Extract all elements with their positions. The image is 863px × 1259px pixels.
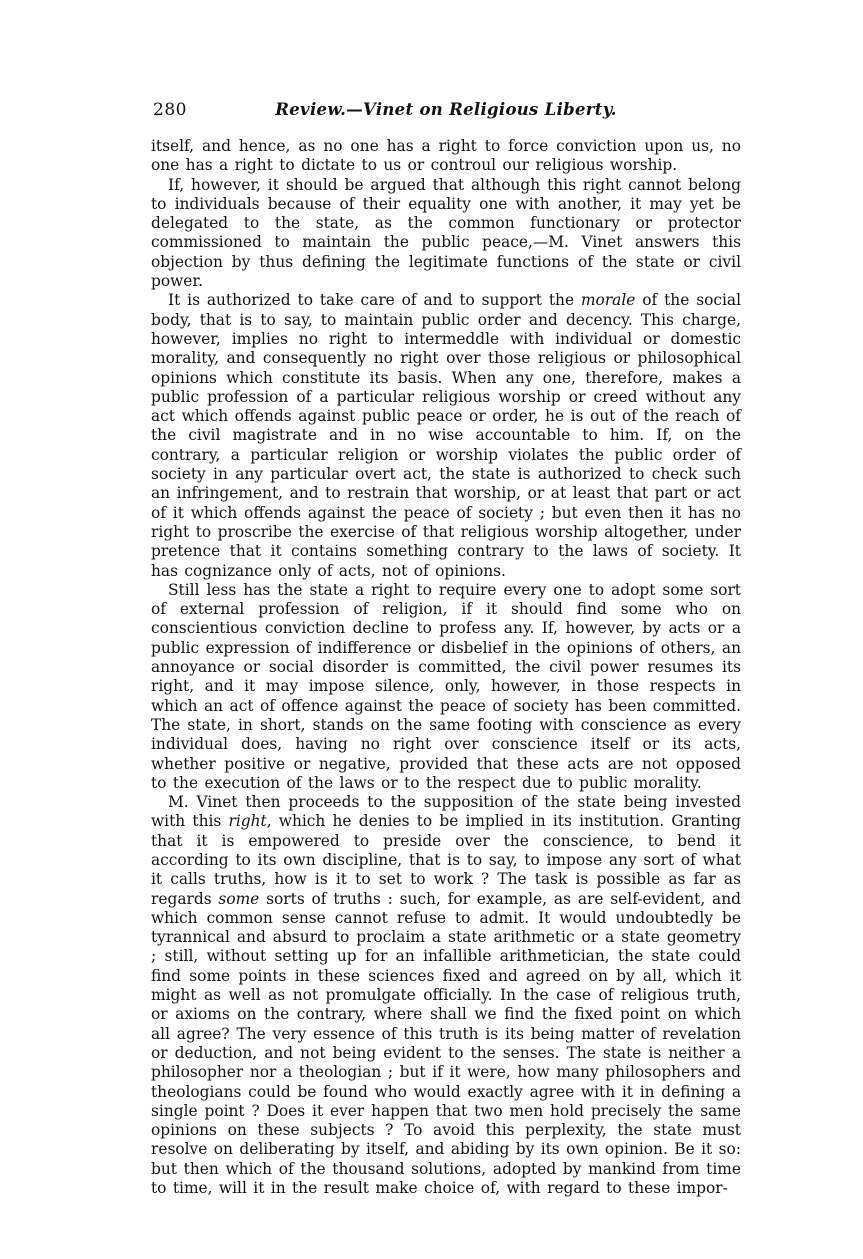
text-run: If, however, it should be argued that although this right cannot belong to individuals because of their equality one with another, it may yet be delegated to the state, as the common functionary or protector commissioned to maintain the public peace,—M. Vinet answers this objection by thus defining the legitimate functions of the state or civil power.	[151, 175, 741, 291]
paragraph	[151, 291, 741, 580]
text-run: It is authorized to take care of and to support the	[168, 291, 581, 310]
page-number: 280	[153, 100, 187, 120]
text-run: Still less has the state a right to require every one to adopt some sort of external profession of religion, if it should find some who on conscientious conviction decline to profess any. If, however, by acts or a public expression of indifference or disbelief in the opinions of others, an annoyance or social disorder is committed, the civil power resumes its right, and it may impose silence, only, however, in those respects in which an act of offence against the peace of society has been committed. The state, in short, stands on the same footing with conscience as every individual does, having no right over conscience itself or its acts, whether positive or negative, provided that these acts are not opposed to the execution of the laws or to the respect due to public morality.	[151, 580, 741, 792]
text-run: , which he denies to be implied in its institution. Granting that it is empowered to preside over the conscience, to bend it according to its own discipline, that is to say, to impose any sort of what it calls truths, how is it to set to work ? The task is possible as far as regards	[151, 812, 741, 908]
text-run: sorts of truths : such, for example, as are self-evident, and which common sense cannot refuse to admit. It would undoubtedly be tyrannical and absurd to proclaim a state arithmetic or a state geometry ; still, without setting up for an infallible arithmetician, the state could find some points in these sciences fixed and agreed on by all, which it might as well as not promulgate officially. In the case of religious truth, or axioms on the contrary, where shall we find the fixed point on which all agree? The very essence of this truth is its being matter of revelation or deduction, and not being evident to the senses. The state is neither a philosopher nor a theologian ; but if it were, how many philosophers and theologians could be found who would exactly agree with it in defining a single point ? Does it ever happen that two men hold precisely the same opinions on these subjects ? To avoid this perplexity, the state must resolve on deliberating by itself, and abiding by its own opinion. Be it so: but then which of the thousand solutions, adopted by mankind from time to time, will it in the result make choice of, with regard to these impor-	[151, 889, 741, 1198]
text-run: M. Vinet then proceeds to the supposition of the state being invested with this	[151, 793, 741, 831]
paragraph	[151, 176, 741, 292]
paragraph	[151, 137, 741, 176]
paragraph	[151, 581, 741, 793]
italic-text: right	[228, 812, 267, 831]
text-run: itself, and hence, as no one has a right to force conviction upon us, no one has a right to dictate to us or controul our religious worship.	[151, 137, 741, 175]
running-title: Review.—Vinet on Religious Liberty.	[275, 100, 617, 119]
page-header	[151, 100, 741, 124]
italic-text: morale	[580, 291, 636, 310]
text-block	[151, 100, 741, 1198]
italic-text: some	[218, 889, 260, 908]
text-run: of the social body, that is to say, to maintain public order and decency. This charge, however, implies no right to intermeddle with individual or domestic morality, and consequently no right over those religious or philosophical opinions which constitute its basis. When any one, therefore, makes a public profession of a particular religious worship or creed without any act which offends against public peace or order, he is out of the reach of the civil magistrate and in no wise accountable to him. If, on the contrary, a particular religion or worship violates the public order of society in any particular overt act, the state is authorized to check such an infringement, and to restrain that worship, or at least that part or act of it which offends against the peace of society ; but even then it has no right to proscribe the exercise of that religious worship altogether, under pretence that it contains something contrary to the laws of society. It has cognizance only of acts, not of opinions.	[151, 291, 741, 580]
body-text	[151, 137, 741, 1198]
paragraph	[151, 793, 741, 1198]
